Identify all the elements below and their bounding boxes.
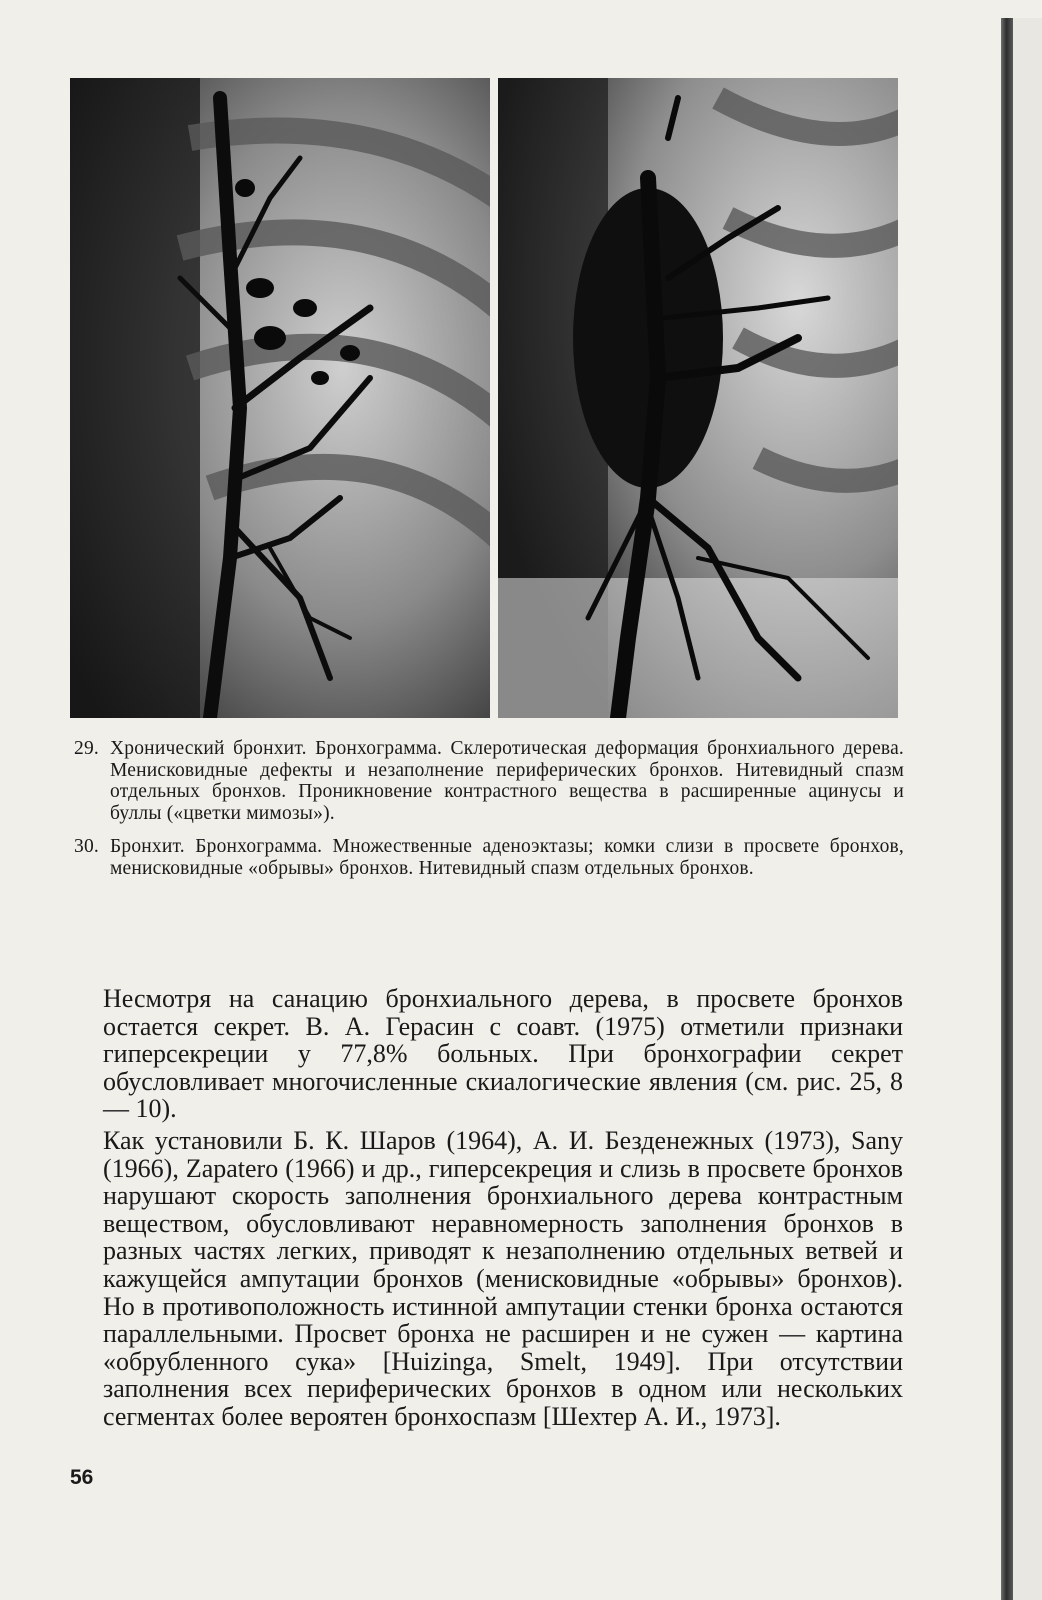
caption-29 bbox=[74, 738, 904, 824]
bronchogram-figure-30 bbox=[498, 78, 898, 718]
caption-30 bbox=[74, 836, 904, 879]
caption-number: 29. bbox=[74, 738, 99, 759]
caption-text: Бронхит. Бронхограмма. Множественные аденоэктазы; комки слизи в просвете бронхов, менисковидные «обрывы» бронхов. Нитевидный спазм отдельных бронхов. bbox=[110, 836, 904, 879]
paragraph: Несмотря на санацию бронхиального дерева, в просвете бронхов остается секрет. В. А. Герасин с соавт. (1975) отметили признаки гиперсекреции у 77,8% больных. При бронхографии секрет обусловливает многочисленные скиалогические явления (см. рис. 25, 8 — 10). bbox=[103, 984, 903, 1124]
caption-number: 30. bbox=[74, 836, 99, 858]
main-text bbox=[103, 985, 903, 1431]
caption-text: Хронический бронхит. Бронхограмма. Склеротическая деформация бронхиального дерева. Менисковидные дефекты и незаполнение периферических бронхов. Нитевидный спазм отдельных бронхов. Проникновение контрастного вещества в расширенные ацинусы и буллы («цветки мимозы»). bbox=[110, 738, 904, 824]
book-spine-shadow bbox=[1001, 18, 1013, 1600]
figure-captions bbox=[74, 738, 904, 892]
page-edge bbox=[1013, 18, 1042, 1600]
bronchogram-figure-29 bbox=[70, 78, 490, 718]
page-number: 56 bbox=[70, 1466, 94, 1489]
paragraph: Как установили Б. К. Шаров (1964), А. И. Безденежных (1973), Sany (1966), Zapatero (1966) и др., гиперсекреция и слизь в просвете бронхов нарушают скорость заполнения бронхиального дерева контрастным веществом, обусловливают неравномерность заполнения бронхов в разных частях легких, приводят к незаполнению отдельных ветвей и кажущейся ампутации бронхов (менисковидные «обрывы» бронхов). Но в противоположность истинной ампутации стенки бронха остаются параллельными. Просвет бронха не расширен и не сужен — картина «обрубленного сука» [Huizinga, Smelt, 1949]. При отсутствии заполнения всех периферических бронхов в одном или нескольких сегментах более вероятен бронхоспазм [Шехтер А. И., 1973]. bbox=[103, 1125, 903, 1431]
